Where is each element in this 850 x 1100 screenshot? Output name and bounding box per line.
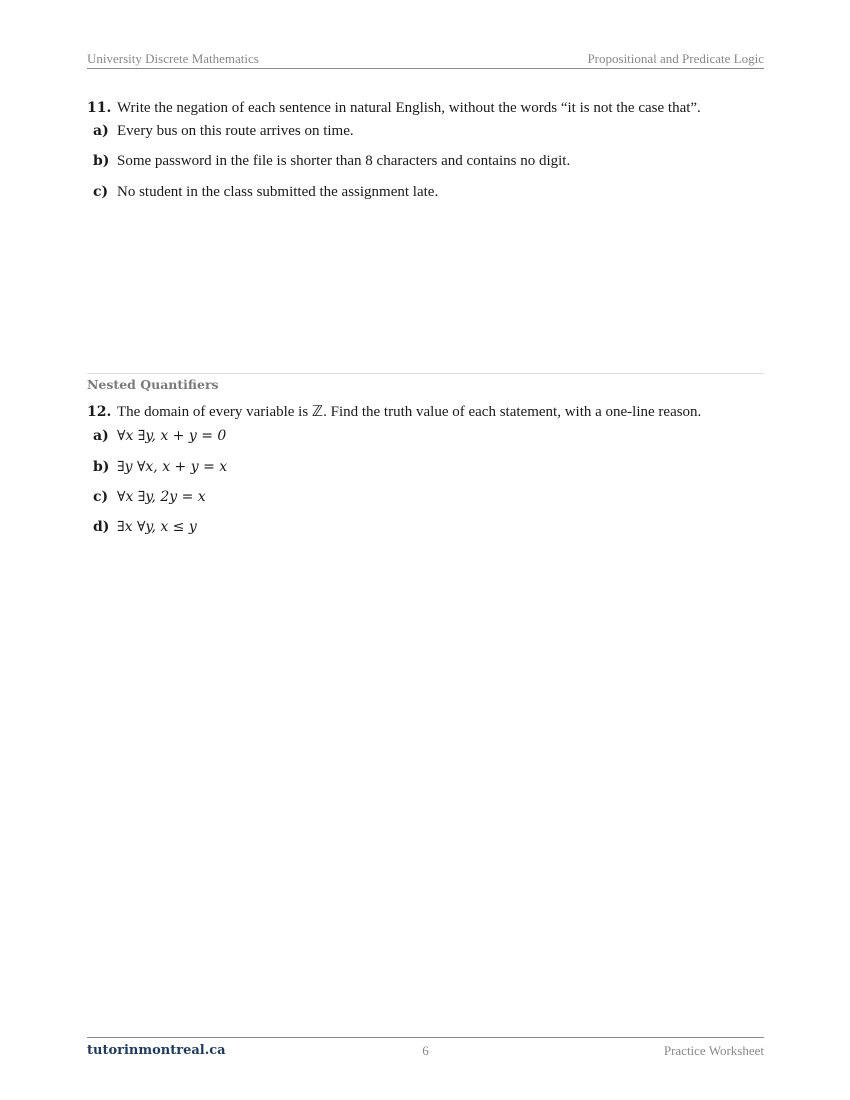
question-part [87,183,777,201]
part-label: c) [93,489,109,505]
section-divider [87,373,764,374]
question-12 [87,403,777,535]
part-label: d) [93,519,110,535]
part-text: Every bus on this route arrives on time. [117,123,354,139]
section-title: Nested Quantifiers [87,377,219,392]
part-label: a) [93,123,109,139]
part-formula: ∀x ∃y, x + y = 0 [117,428,227,444]
question-11 [87,99,777,200]
question-prompt: The domain of every variable is ℤ. Find the truth value of each statement, with a one-line reason. [117,404,702,420]
question-part [87,458,777,476]
part-formula: ∃x ∀y, x ≤ y [117,519,197,535]
question-part [87,518,777,536]
page-footer [87,1037,764,1060]
page-header [87,50,764,69]
chapter-title: Propositional and Predicate Logic [587,51,764,66]
part-label: b) [93,153,110,169]
question-part [87,152,777,170]
part-text: No student in the class submitted the assignment late. [117,184,439,200]
course-title: University Discrete Mathematics [87,51,259,66]
question-prompt-line [87,99,777,117]
question-part [87,427,777,445]
part-formula: ∃y ∀x, x + y = x [117,459,228,475]
question-number: 12. [87,404,112,420]
question-part [87,122,777,140]
part-text: Some password in the file is shorter than 8 characters and contains no digit. [117,153,571,169]
question-part [87,488,777,506]
question-prompt: Write the negation of each sentence in natural English, without the words “it is not the case that”. [117,100,701,116]
part-formula: ∀x ∃y, 2y = x [117,489,206,505]
part-label: a) [93,428,109,444]
part-label: c) [93,184,109,200]
question-number: 11. [87,100,112,116]
part-label: b) [93,459,110,475]
site-link[interactable]: tutorinmontreal.ca [87,1043,226,1058]
worksheet-label: Practice Worksheet [663,1043,764,1058]
page-number: 6 [422,1043,429,1058]
question-prompt-line [87,403,777,421]
